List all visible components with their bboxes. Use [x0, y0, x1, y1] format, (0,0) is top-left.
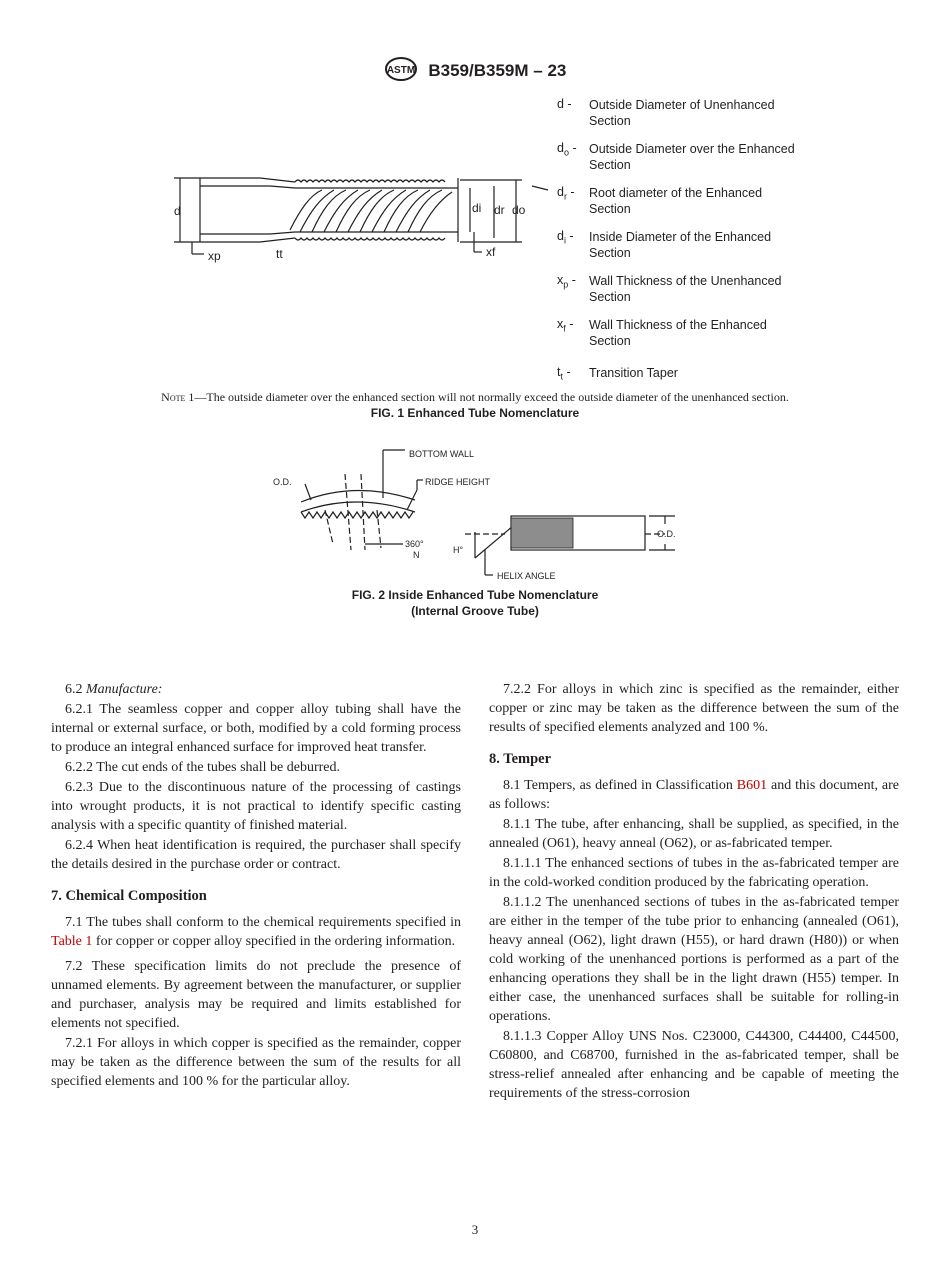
- para-6-2-3: 6.2.3 Due to the discontinuous nature of the processing of castings into wrought products, it is not practical to identify specific casting analysis with a specific quantity of finished material.: [51, 780, 461, 833]
- fig2-label-angle-den: N: [413, 550, 420, 560]
- para-7-2-1: 7.2.1 For alloys in which copper is specified as the remainder, copper may be taken as the difference between the sum of the results for all specified elements and 100 % for the particular alloy.: [51, 1036, 461, 1089]
- para-6-2-4: 6.2.4 When heat identification is required, the purchaser shall specify the details desired in the purchase order or contract.: [51, 838, 461, 872]
- page-number: 3: [471, 1222, 479, 1237]
- note-text: —The outside diameter over the enhanced section will not normally exceed the outside diameter of the unenhanced section.: [194, 390, 789, 404]
- fig1-label-do: do: [512, 203, 526, 217]
- legend-row: $d_i$ - Inside Diameter of the Enhanced Section: [557, 229, 772, 260]
- fig2-caption-line1: FIG. 2 Inside Enhanced Tube Nomenclature: [351, 588, 599, 602]
- legend-row: $t_t$ - Transition Taper: [557, 365, 678, 382]
- b601-link[interactable]: B601: [736, 778, 768, 793]
- fig1-label-tt: tt: [276, 247, 283, 261]
- fig1-label-dr: dr: [494, 203, 505, 217]
- legend-row: $x_f$ - Wall Thickness of the Enhanced Section: [557, 317, 767, 348]
- fig2-label-ridge-height: RIDGE HEIGHT: [425, 477, 491, 487]
- fig2-drawing: [265, 440, 705, 588]
- fig2-caption: [0, 588, 950, 619]
- para-8-1: 8.1 Tempers, as defined in Classification B601 and this document, are as follows:: [489, 778, 899, 812]
- fig2-caption-line2: (Internal Groove Tube): [411, 603, 539, 618]
- legend-row: $x_p$ - Wall Thickness of the Unenhanced Section: [557, 273, 782, 304]
- para-6-2-1: 6.2.1 The seamless copper and copper alloy tubing shall have the internal or external surface, or both, modified by a cold forming process to produce an integral enhanced surface for improved heat transfer.: [51, 702, 461, 755]
- legend-row: $d_r$ - Root diameter of the Enhanced Section: [557, 185, 763, 216]
- fig2-label-bottom-wall: BOTTOM WALL: [409, 449, 475, 459]
- svg-text:ASTM: ASTM: [386, 65, 415, 76]
- fig2-label-od-right: O.D.: [657, 529, 676, 539]
- fig2-label-od-left: O.D.: [273, 477, 292, 487]
- fig1-label-d: d: [174, 204, 181, 218]
- legend-row: $d_o$ - Outside Diameter over the Enhanced Section: [557, 141, 795, 172]
- fig1-label-di: di: [472, 201, 482, 215]
- fig2-label-h: H°: [453, 545, 464, 555]
- para-7-1: 7.1 The tubes shall conform to the chemical requirements specified in Table 1 for copper or copper alloy specified in the ordering information.: [51, 915, 461, 949]
- fig1-legend: [557, 97, 817, 387]
- page-header: [0, 56, 950, 87]
- fig1-note: [0, 390, 950, 405]
- table-1-link[interactable]: Table 1: [51, 934, 93, 949]
- note-label: Note 1: [161, 390, 195, 404]
- fig2-label-angle-num: 360°: [405, 539, 424, 549]
- left-column: [51, 680, 461, 1092]
- legend-row: d - Outside Diameter of Unenhanced Section: [557, 97, 775, 128]
- standard-designation: B359/B359M – 23: [428, 60, 567, 80]
- para-8-1-1: 8.1.1 The tube, after enhancing, shall be supplied, as specified, in the annealed (O61), heavy anneal (O62), or as-fabricated temper.: [489, 817, 899, 851]
- fig1-label-xp: xp: [208, 249, 221, 263]
- para-7-2-2: 7.2.2 For alloys in which zinc is specified as the remainder, either copper or zinc may be taken as the difference between the sum of the results of specified elements analyzed and 100 %.: [489, 682, 899, 735]
- section-8-heading: 8. Temper: [489, 751, 552, 767]
- astm-logo: [384, 56, 418, 87]
- fig1-caption: FIG. 1 Enhanced Tube Nomenclature: [370, 406, 580, 420]
- para-8-1-1-3: 8.1.1.3 Copper Alloy UNS Nos. C23000, C44300, C44400, C44500, C60800, and C68700, furnished in the as-fabricated temper, shall be stress-relief annealed after enhancing and be capable of meeting the requirements of the stress-corrosion: [489, 1029, 899, 1101]
- fig1-label-xf: xf: [486, 245, 496, 259]
- para-8-1-1-1: 8.1.1.1 The enhanced sections of tubes in the as-fabricated temper are in the cold-worked condition produced by the fabricating operation.: [489, 856, 899, 890]
- para-6-2: 6.2 Manufacture:: [65, 682, 163, 697]
- section-7-heading: 7. Chemical Composition: [51, 888, 207, 904]
- fig2-label-helix: HELIX ANGLE: [497, 571, 556, 581]
- para-7-2: 7.2 These specification limits do not preclude the presence of unnamed elements. By agreement between the manufacturer, or supplier and purchaser, analysis may be required and limits established for elements not specified.: [51, 959, 461, 1031]
- para-8-1-1-2: 8.1.1.2 The unenhanced sections of tubes in the as-fabricated temper are either in the temper of the tube prior to enhancing (annealed (O61), heavy anneal (O62), light drawn (H55), or hard drawn (H80)) or when cold working of the unenhanced portions is performed as a part of the enhancing operations they shall be in the light drawn (H55) temper. In either case, the unenhanced surfaces shall be suitable for rolling-in operations.: [489, 895, 899, 1024]
- right-column: [489, 680, 899, 1104]
- para-6-2-2: 6.2.2 The cut ends of the tubes shall be deburred.: [65, 760, 341, 775]
- fig1-drawing: [160, 160, 560, 270]
